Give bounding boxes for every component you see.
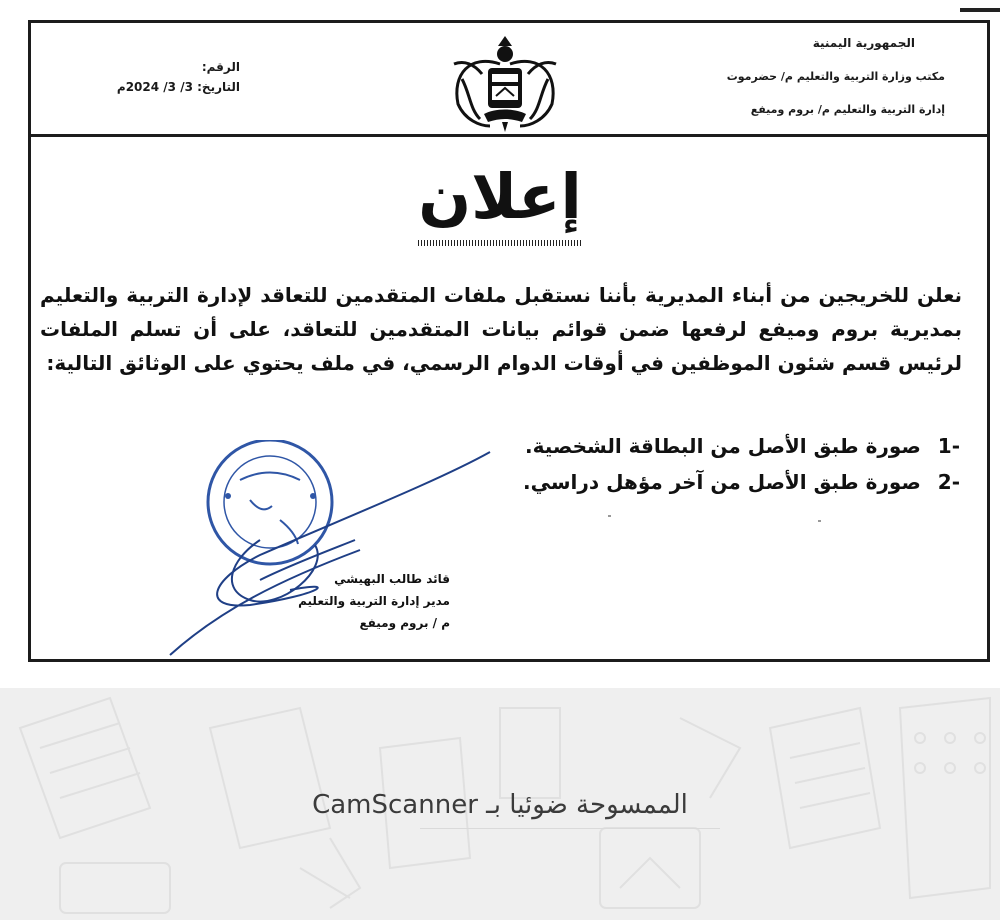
announcement-title: إعلان (418, 160, 582, 233)
list-item-number: -1 (937, 434, 960, 458)
title-underline (418, 240, 582, 246)
list-item-text: صورة طبق الأصل من آخر مؤهل دراسي. (523, 470, 921, 494)
camscanner-label: الممسوحة ضوئيا بـ CamScanner (312, 790, 688, 820)
scan-speck (608, 515, 611, 517)
reference-number-label: الرقم: (201, 60, 240, 74)
camscanner-underline (420, 828, 720, 829)
list-item-text: صورة طبق الأصل من البطاقة الشخصية. (524, 434, 921, 458)
scan-edge-mark (960, 8, 1000, 12)
signer-title: مدير إدارة التربية والتعليم (298, 594, 450, 608)
official-stamp-and-signature (140, 440, 520, 670)
signer-name: قائد طالب البهيشي (334, 572, 450, 586)
letterhead-ministry-office: مكتب وزارة التربية والتعليم م/ حضرموت (726, 70, 945, 83)
letterhead-right (645, 36, 945, 136)
yemen-eagle-emblem-icon (440, 34, 570, 134)
letterhead-district-admin: إدارة التربية والتعليم م/ بروم وميفع (750, 103, 945, 116)
scan-speck (818, 520, 821, 522)
announcement-body: نعلن للخريجين من أبناء المديرية بأننا نستقبل ملفات المتقدمين للتعاقد لإدارة التربية والتعليم بمديرية بروم وميفع لرفعها ضمن قوائم بيانات المتقدمين للتعاقد، على أن تسلم الملفات لرئيس قسم شئون الموظفين في أوقات الدوام الرسمي، في ملف يحتوي على الوثائق التالية: (40, 283, 962, 375)
signer-district: م / بروم وميفع (359, 616, 450, 630)
reference-block (80, 60, 240, 100)
signature-block (230, 568, 450, 634)
reference-date: التاريخ: 3/ 3/ 2024م (116, 80, 240, 94)
letterhead-country: الجمهورية اليمنية (812, 36, 915, 50)
list-item-number: -2 (937, 470, 960, 494)
